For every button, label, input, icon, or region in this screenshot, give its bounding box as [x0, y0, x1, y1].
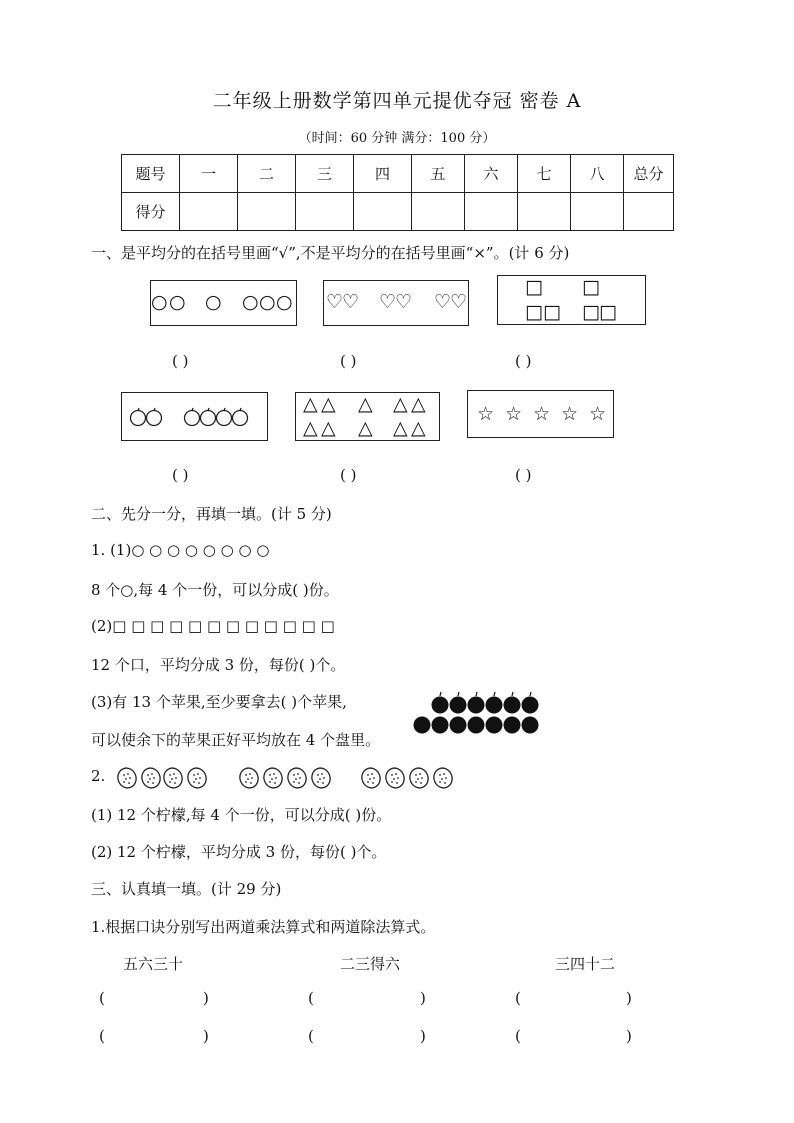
header-cell: 二 — [238, 155, 296, 193]
apple-icon — [486, 697, 503, 714]
question-apples-line1: (3)有 13 个苹果,至少要拿去( )个苹果, — [91, 693, 347, 711]
rhyme-label: 二三得六 — [340, 955, 401, 973]
lemon-icon — [359, 766, 383, 791]
apple-icon — [432, 697, 449, 714]
score-cell[interactable] — [238, 193, 296, 231]
star-icon: ☆ — [589, 403, 607, 425]
triangle-icon: △ — [358, 393, 373, 415]
blank-close: ) — [626, 1027, 632, 1045]
blank-open: ( — [308, 989, 314, 1007]
circle-icon: ○ — [151, 291, 168, 313]
star-icon: ☆ — [477, 403, 495, 425]
header-cell: 一 — [180, 155, 238, 193]
score-table — [121, 154, 674, 231]
apple-icon — [217, 408, 232, 426]
blank-open: ( — [515, 1027, 521, 1045]
lemon-icon — [139, 766, 163, 791]
question-lemons-a: (1) 12 个柠檬,每 4 个一份，可以分成( )份。 — [91, 806, 392, 824]
triangle-icon: △ — [411, 393, 426, 415]
heart-icon: ♡ — [326, 291, 344, 313]
score-cell[interactable] — [624, 193, 674, 231]
section2-heading: 二、先分一分，再填一填。(计 5 分) — [91, 505, 332, 523]
apple-icon — [185, 408, 200, 426]
section1-heading: 一、是平均分的在括号里画“√”,不是平均分的在括号里画“×”。(计 6 分) — [91, 244, 570, 262]
lemon-icon — [237, 766, 261, 791]
circles-box — [150, 280, 297, 326]
apple-icon — [450, 697, 467, 714]
blank-open: ( — [515, 989, 521, 1007]
blank-open: ( — [99, 989, 105, 1007]
squares-box — [497, 275, 646, 325]
black-apples-picture — [410, 690, 555, 738]
question-circles-blank: 8 个○,每 4 个一份，可以分成( )份。 — [91, 581, 339, 599]
heart-icon: ♡ — [342, 291, 360, 313]
apple-icon — [486, 717, 503, 734]
blank-open: ( — [99, 1027, 105, 1045]
lemon-icon — [309, 766, 333, 791]
question-circles: 1. (1)○ ○ ○ ○ ○ ○ ○ ○ — [91, 541, 270, 559]
blank-close: ) — [420, 1027, 426, 1045]
triangle-icon: △ — [321, 417, 336, 439]
header-cell: 四 — [354, 155, 412, 193]
triangles-box — [295, 392, 440, 441]
answer-paren[interactable]: ( ) — [172, 466, 189, 484]
apple-icon — [468, 717, 485, 734]
header-cell: 八 — [571, 155, 624, 193]
circle-icon: ○ — [276, 291, 293, 313]
circle-icon: ○ — [205, 291, 222, 313]
triangle-icon: △ — [393, 393, 408, 415]
blank-close: ) — [420, 989, 426, 1007]
stars-box — [467, 390, 614, 438]
answer-paren[interactable]: ( ) — [172, 352, 189, 370]
apple-icon — [432, 717, 449, 734]
header-cell: 题号 — [122, 155, 180, 193]
triangle-icon: △ — [358, 417, 373, 439]
rhyme-label: 五六三十 — [123, 955, 184, 973]
apple-icon — [233, 408, 248, 426]
star-icon: ☆ — [561, 403, 579, 425]
header-cell: 三 — [296, 155, 354, 193]
header-cell: 七 — [518, 155, 571, 193]
lemon-icon — [161, 766, 185, 791]
score-cell[interactable] — [412, 193, 465, 231]
outline-apples — [122, 393, 267, 440]
square-icon: □ — [582, 301, 600, 323]
heart-icon: ♡ — [450, 291, 468, 313]
row-label: 得分 — [122, 193, 180, 231]
lemon-icon — [407, 766, 431, 791]
triangle-icon: △ — [303, 417, 318, 439]
heart-icon: ♡ — [379, 291, 397, 313]
answer-paren[interactable]: ( ) — [340, 466, 357, 484]
header-cell: 六 — [465, 155, 518, 193]
apple-icon — [201, 408, 216, 426]
lemon-icon — [285, 766, 309, 791]
triangle-icon: △ — [411, 417, 426, 439]
triangle-icon: △ — [393, 417, 408, 439]
score-cell[interactable] — [180, 193, 238, 231]
apple-icon — [414, 717, 431, 734]
circle-icon: ○ — [169, 291, 186, 313]
lemon-icon — [383, 766, 407, 791]
header-cell: 总分 — [624, 155, 674, 193]
square-icon: □ — [525, 301, 543, 323]
rhyme-label: 三四十二 — [555, 955, 616, 973]
question-squares: (2)□ □ □ □ □ □ □ □ □ □ □ □ — [91, 617, 335, 635]
score-cell[interactable] — [571, 193, 624, 231]
blank-close: ) — [203, 1027, 209, 1045]
question-squares-blank: 12 个口，平均分成 3 份，每份( )个。 — [91, 656, 346, 674]
answer-paren[interactable]: ( ) — [515, 352, 532, 370]
score-table-header-row — [122, 155, 674, 193]
heart-icon: ♡ — [395, 291, 413, 313]
triangle-icon: △ — [321, 393, 336, 415]
apple-icon — [468, 697, 485, 714]
circle-icon: ○ — [242, 291, 259, 313]
apple-icon — [522, 697, 539, 714]
blank-close: ) — [626, 989, 632, 1007]
apple-icon — [450, 717, 467, 734]
answer-paren[interactable]: ( ) — [340, 352, 357, 370]
score-table-score-row — [122, 193, 674, 231]
apple-icon — [147, 408, 162, 426]
question-apples-line2: 可以使余下的苹果正好平均放在 4 个盘里。 — [91, 731, 381, 749]
square-icon: □ — [543, 301, 561, 323]
score-cell[interactable] — [465, 193, 518, 231]
exam-info: （时间：60 分钟 满分：100 分） — [298, 131, 496, 146]
lemons-picture — [115, 763, 465, 793]
square-icon: □ — [525, 276, 543, 298]
header-cell: 五 — [412, 155, 465, 193]
circle-icon: ○ — [259, 291, 276, 313]
answer-paren[interactable]: ( ) — [515, 466, 532, 484]
lemon-icon — [261, 766, 285, 791]
question-lemons-label: 2. — [91, 767, 106, 785]
question-lemons-b: (2) 12 个柠檬，平均分成 3 份，每份( )个。 — [91, 843, 387, 861]
lemon-icon — [185, 766, 209, 791]
score-cell[interactable] — [518, 193, 571, 231]
score-cell[interactable] — [354, 193, 412, 231]
section3-question1: 1.根据口诀分别写出两道乘法算式和两道除法算式。 — [91, 918, 436, 936]
lemon-icon — [115, 766, 139, 791]
section3-heading: 三、认真填一填。(计 29 分) — [91, 880, 282, 898]
hearts-box — [323, 280, 469, 326]
square-icon: □ — [599, 301, 617, 323]
apple-icon — [504, 717, 521, 734]
star-icon: ☆ — [505, 403, 523, 425]
blank-open: ( — [308, 1027, 314, 1045]
star-icon: ☆ — [533, 403, 551, 425]
page-title: 二年级上册数学第四单元提优夺冠 密卷 A — [212, 90, 582, 112]
blank-close: ) — [203, 989, 209, 1007]
apples-box — [121, 392, 268, 441]
score-cell[interactable] — [296, 193, 354, 231]
square-icon: □ — [582, 276, 600, 298]
apple-icon — [131, 408, 146, 426]
lemon-icon — [431, 766, 455, 791]
triangle-icon: △ — [303, 393, 318, 415]
heart-icon: ♡ — [434, 291, 452, 313]
apple-icon — [522, 717, 539, 734]
apple-icon — [504, 697, 521, 714]
